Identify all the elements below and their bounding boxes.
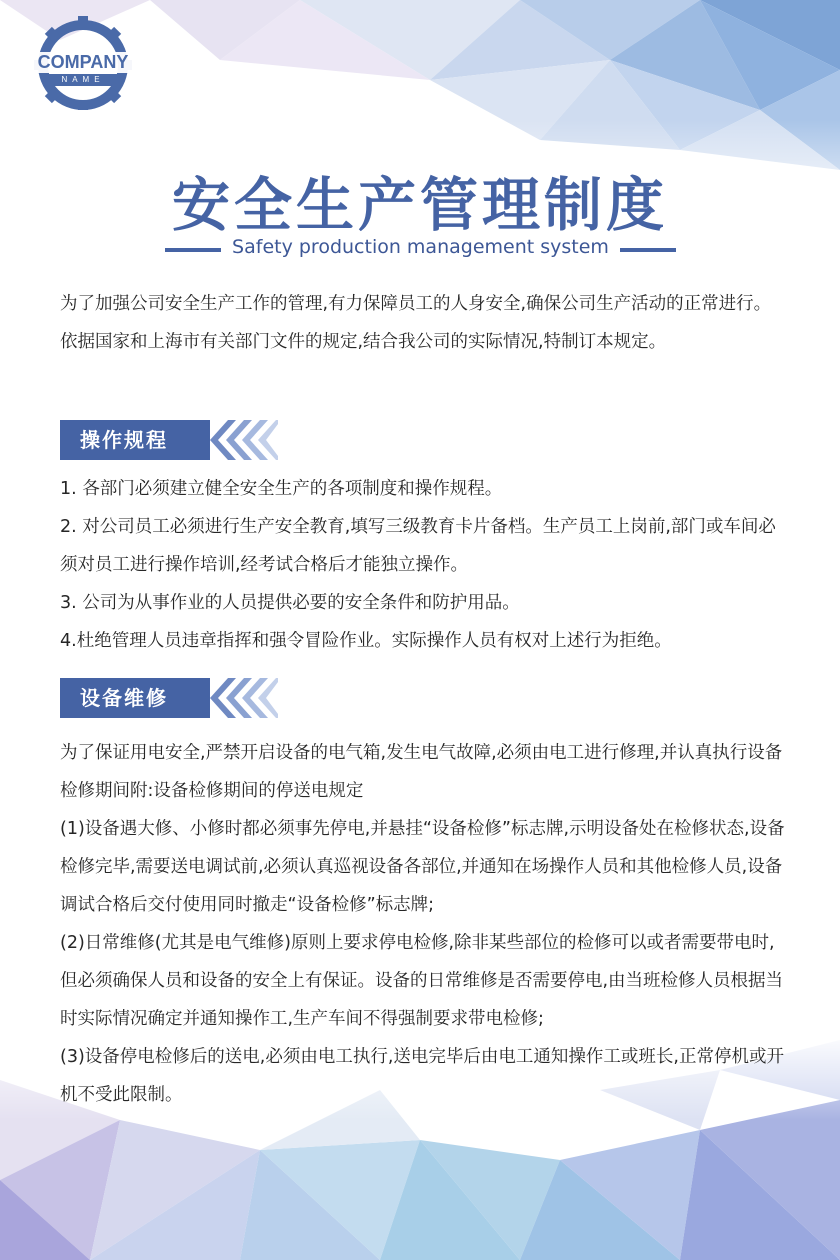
section-heading-operations [60,420,280,460]
list-item: 1. 各部门必须建立健全安全生产的各项制度和操作规程。 [60,479,503,499]
section-heading-maintenance [60,678,280,718]
subtitle-row [0,236,840,264]
chevrons-left-icon [208,420,278,460]
list-item: (1)设备遇大修、小修时都必须事先停电,并悬挂“设备检修”标志牌,示明设备处在检修状态,设备检修完毕,需要送电调试前,必须认真巡视设备各部位,并通知在场操作人员和其他检修人员,设备调试合格后交付使用同时撤走“设备检修”标志牌; [60,819,785,915]
list-item: (3)设备停电检修后的送电,必须由电工执行,送电完毕后由电工通知操作工或班长,正常停机或开机不受此限制。 [60,1047,784,1105]
maintenance-list [60,734,786,1114]
subtitle-line-right [620,248,676,252]
list-item: 3. 公司为从事作业的人员提供必要的安全条件和防护用品。 [60,593,520,613]
operations-list [60,470,786,660]
section-heading-text: 设备维修 [80,686,168,710]
section-heading-text: 操作规程 [80,428,168,452]
page-title: 安全生产管理制度 [171,171,668,239]
logo-company-text: COMPANY [28,52,138,73]
chevrons-left-icon [208,678,278,718]
list-item: (2)日常维修(尤其是电气维修)原则上要求停电检修,除非某些部位的检修可以或者需要带电时,但必须确保人员和设备的安全上有保证。设备的日常维修是否需要停电,由当班检修人员根据当时实际情况确定并通知操作工,生产车间不得强制要求带电检修; [60,933,784,1029]
subtitle-line-left [165,248,221,252]
intro-paragraph: 为了加强公司安全生产工作的管理,有力保障员工的人身安全,确保公司生产活动的正常进行。依据国家和上海市有关部门文件的规定,结合我公司的实际情况,特制订本规定。 [60,294,772,352]
company-logo [28,10,138,110]
list-item: 为了保证用电安全,严禁开启设备的电气箱,发生电气故障,必须由电工进行修理,并认真执行设备检修期间附:设备检修期间的停送电规定 [60,743,783,801]
list-item: 4.杜绝管理人员违章指挥和强令冒险作业。实际操作人员有权对上述行为拒绝。 [60,631,672,651]
page-subtitle: Safety production management system [232,236,609,258]
list-item: 2. 对公司员工必须进行生产安全教育,填写三级教育卡片备档。生产员工上岗前,部门或车间必须对员工进行操作培训,经考试合格后才能独立操作。 [60,517,776,575]
logo-name-text: NAME [46,74,120,86]
